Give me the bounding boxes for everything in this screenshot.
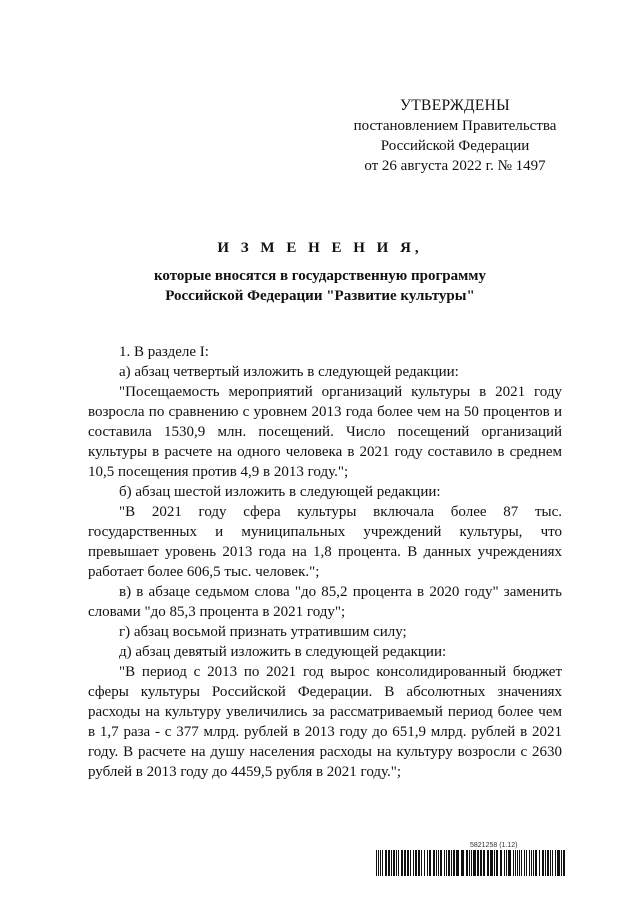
paragraph-item-v: в) в абзаце седьмом слова "до 85,2 процента в 2020 году" заменить словами "до 85,3 процента в 2021 году"; bbox=[88, 584, 562, 620]
subtitle-line-2: Российской Федерации "Развитие культуры" bbox=[165, 288, 475, 304]
paragraph-quote-attendance: "Посещаемость мероприятий организаций культуры в 2021 году возросла по сравнению с уровнем 2013 года более чем на 50 процентов и составила 1530,9 млн. посещений. Число посещений организаций культуры в расчете на одного человека в 2021 году составило в среднем 10,5 посещения против 4,9 в 2013 году."; bbox=[88, 384, 562, 480]
document-body bbox=[88, 342, 562, 782]
approval-line-2: Российской Федерации bbox=[380, 138, 530, 154]
document-subtitle bbox=[60, 266, 580, 306]
subtitle-line-1: которые вносятся в государственную программу bbox=[153, 268, 487, 284]
approval-line-1: постановлением Правительства bbox=[353, 118, 557, 134]
document-code: 5821258 (1.12) bbox=[470, 842, 518, 849]
approval-block bbox=[330, 96, 580, 176]
paragraph-item-g: г) абзац восьмой признать утратившим силу; bbox=[119, 624, 407, 640]
document-title: И З М Е Н Е Н И Я, bbox=[217, 240, 423, 256]
approval-line-3: от 26 августа 2022 г. № 1497 bbox=[364, 158, 546, 174]
paragraph-item-a: а) абзац четвертый изложить в следующей редакции: bbox=[119, 364, 459, 380]
approval-heading: УТВЕРЖДЕНЫ bbox=[400, 97, 510, 114]
paragraph-quote-institutions: "В 2021 году сфера культуры включала более 87 тыс. государственных и муниципальных учреждений культуры, что превышает уровень 2013 года на 1,8 процента. В данных учреждениях работает более 606,5 тыс. человек."; bbox=[88, 504, 562, 580]
paragraph-quote-budget: "В период с 2013 по 2021 год вырос консолидированный бюджет сферы культуры Российской Федерации. В абсолютных значениях расходы на культуру увеличились за рассматриваемый период более чем в 1,7 раза - с 377 млрд. рублей в 2013 году до 651,9 млрд. рублей в 2021 году. В расчете на душу населения расходы на культуру возросли с 2630 рублей в 2013 году до 4459,5 рубля в 2021 году."; bbox=[88, 664, 562, 780]
barcode-image bbox=[376, 850, 566, 876]
paragraph-item-d: д) абзац девятый изложить в следующей редакции: bbox=[119, 644, 447, 660]
paragraph-section-1: 1. В разделе I: bbox=[119, 344, 209, 360]
paragraph-item-b: б) абзац шестой изложить в следующей редакции: bbox=[119, 484, 441, 500]
